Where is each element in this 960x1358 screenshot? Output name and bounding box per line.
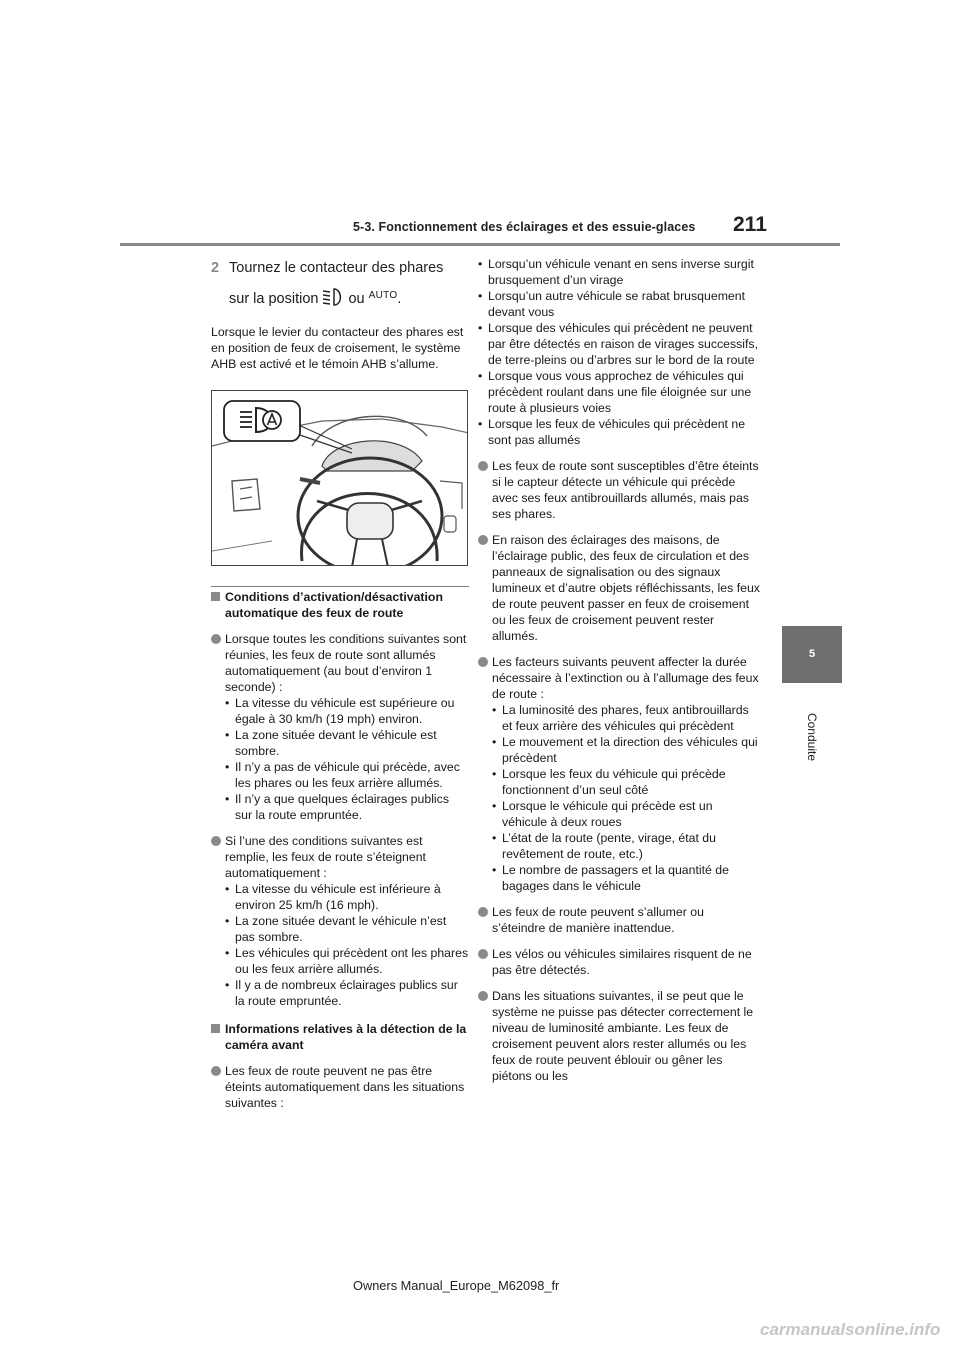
bullet-text: Les feux de route sont susceptibles d’être éteints si le capteur détecte un véhicule qui précède avec ses feux antibrouillards allumés, mais pas ses phares. [492,459,759,521]
bullet-text: Les facteurs suivants peuvent affecter la durée nécessaire à l’extinction ou à l’allumage des feux de route : [492,655,759,701]
list-item: • Lorsque vous vous approchez de véhicules qui précèdent roulant dans une file éloignée sur une route à plusieurs voies [478,369,752,415]
step-text-line1: Tournez le contacteur des phares [229,260,444,276]
bullet-item [478,532,760,644]
list-item: • La vitesse du véhicule est inférieure à environ 25 km/h (16 mph). [225,882,441,912]
section-square-icon [211,1024,220,1033]
list-item: • La zone située devant le véhicule est sombre. [225,728,437,758]
bullet-dot-icon [478,991,488,1001]
bullet-dot-icon [478,907,488,917]
list-item: • Lorsqu’un autre véhicule se rabat brusquement devant vous [478,289,746,319]
bullet-dot-icon [478,535,488,545]
list-item: • Lorsque le véhicule qui précède est un véhicule à deux roues [492,799,713,829]
instruction-step [211,258,469,278]
list-item: • Le nombre de passagers et la quantité de bagages dans le véhicule [492,863,729,893]
bullet-dot-icon [211,634,221,644]
list-item: • Lorsque les feux de véhicules qui précèdent ne sont pas allumés [478,417,746,447]
list-item: • Lorsque les feux du véhicule qui précède fonctionnent d’un seul côté [492,767,726,797]
bullet-item [478,458,760,522]
bullet-dot-icon [211,836,221,846]
step-text-line2 [229,288,469,310]
list-item: • Il n’y a pas de véhicule qui précède, avec les phares ou les feux arrière allumés. [225,760,460,790]
steering-wheel-illustration [211,390,468,566]
page-footer: Owners Manual_Europe_M62098_fr [353,1278,560,1293]
chapter-tab-label: Conduite [805,712,819,762]
bullet-dot-icon [478,461,488,471]
section-heading-camera-detection [211,1019,469,1053]
step-end-punct: . [397,291,402,307]
step-position-text: sur la position [229,291,319,307]
running-header-title: 5-3. Fonctionnement des éclairages et des essuie-glaces [353,220,696,234]
bullet-dot-icon [478,949,488,959]
bullet-text: Dans les situations suivantes, il se peut que le système ne puisse pas détecter correctement le niveau de luminosité ambiante. Les feux de croisement peuvent alors rester allumés ou les feux de route peuvent éblouir ou gêner les piétons ou les [492,989,754,1083]
section-square-icon [211,592,220,601]
section-heading-text: Informations relatives à la détection de la caméra avant [225,1022,467,1052]
bullet-item [211,631,469,823]
list-item: • Lorsque des véhicules qui précèdent ne peuvent par être détectés en raison de virages successifs, de terre-pleins ou d’arbres sur le bord de la route [478,321,758,367]
list-item: • Les véhicules qui précèdent ont les phares ou les feux arrière allumés. [225,946,469,976]
list-item: • Il y a de nombreux éclairages publics sur la route empruntée. [225,978,458,1008]
bullet-text: Les vélos ou véhicules similaires risquent de ne pas être détectés. [492,947,752,977]
bullet-text: Les feux de route peuvent s’allumer ou s’éteindre de manière inattendue. [492,905,704,935]
bullet-text: En raison des éclairages des maisons, de l’éclairage public, des feux de circulation et des panneaux de signalisation ou des signaux lumineux et d’autre objets réfléchissants, les feux de route peuvent passer en feux de croisement ou les feux de croisement peuvent rester allumés. [492,533,760,643]
bullet-text: Lorsque toutes les conditions suivantes sont réunies, les feux de route sont allumés automatiquement (au bout d’environ 1 seconde) : [225,632,467,694]
auto-position-icon: AUTO [368,289,398,301]
intro-paragraph: Lorsque le levier du contacteur des phares est en position de feux de croisement, le système AHB est activé et le témoin AHB s’allume. [211,325,464,371]
bullet-item [478,654,760,894]
section-heading-text: Conditions d’activation/désactivation automatique des feux de route [225,590,443,620]
list-item: • Le mouvement et la direction des véhicules qui précèdent [492,735,758,765]
bullet-text: Si l’une des conditions suivantes est remplie, les feux de route s’éteignent automatiquement : [225,834,426,880]
chapter-tab-number: 5 [782,626,842,683]
list-item: • Lorsqu’un véhicule venant en sens inverse surgit brusquement d’un virage [478,257,754,287]
list-item: • L’état de la route (pente, virage, état du revêtement de route, etc.) [492,831,716,861]
list-item: • La vitesse du véhicule est supérieure ou égale à 30 km/h (19 mph) environ. [225,696,455,726]
bullet-item [478,904,760,936]
watermark-text: carmanualsonline.info [760,1320,941,1339]
bullet-dot-icon [478,657,488,667]
right-column [478,256,760,1084]
bullet-text: Les feux de route peuvent ne pas être éteints automatiquement dans les situations suivantes : [225,1064,465,1110]
list-item: • La luminosité des phares, feux antibrouillards et feux arrière des véhicules qui précèdent [492,703,749,733]
list-item: • La zone située devant le véhicule n’est pas sombre. [225,914,447,944]
bullet-item [478,988,760,1084]
bullet-dot-icon [211,1066,221,1076]
low-beam-headlight-icon [322,288,344,310]
bullet-item [478,946,760,978]
bullet-item [211,833,469,1009]
bullet-item [211,1063,469,1111]
page-number: 211 [733,213,767,236]
step-or-text: ou [348,291,365,307]
step-number: 2 [211,260,220,276]
left-column [211,258,469,1111]
section-heading-activation-conditions [211,586,469,621]
list-item: • Il n’y a que quelques éclairages publics sur la route empruntée. [225,792,449,822]
header-rule [120,243,840,246]
